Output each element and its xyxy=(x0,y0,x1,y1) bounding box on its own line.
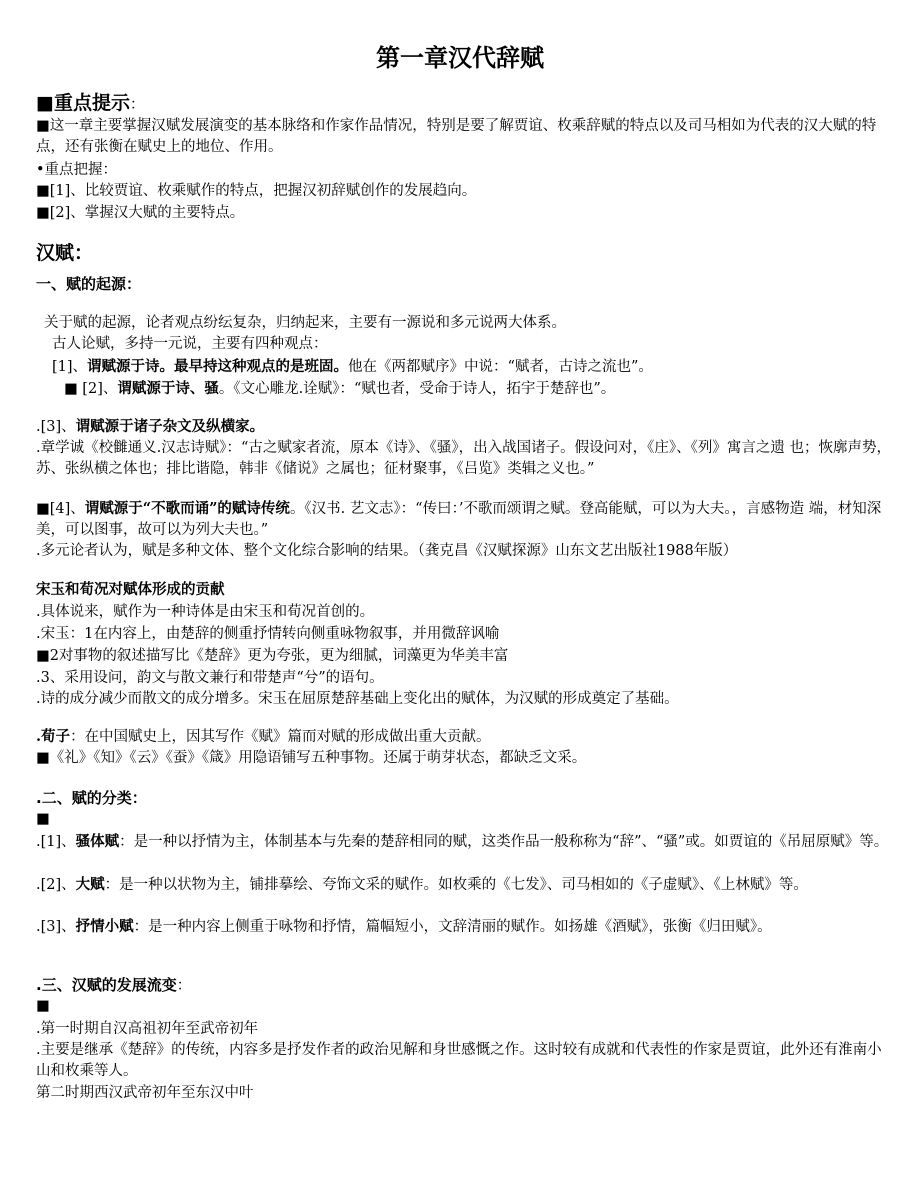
song-xun-line-3: ■2对事物的叙述描写比《楚辞》更为夸张，更为细腻，词藻更为华美丰富 xyxy=(36,648,509,664)
chapter-title: 第一章汉代辞赋 xyxy=(376,44,544,72)
xunzi-line-2: ■《礼》《知》《云》《蚕》《箴》用隐语铺写五种事物。还属于萌芽状态，都缺乏文采。 xyxy=(36,750,587,766)
development-heading: .三、汉赋的发展流变： xyxy=(36,976,192,994)
classification-item-1: .[1]、骚体赋：是一种以抒情为主，体制基本与先秦的楚辞相同的赋，这类作品一般称称为“辞”、“骚”或。如贾谊的《吊屈原赋》等。 xyxy=(36,833,889,850)
development-line-1: .第一时期自汉高祖初年至武帝初年 xyxy=(36,1021,259,1037)
xunzi-line-1: .荀子：在中国赋史上，因其写作《赋》篇而对赋的形成做出重大贡献。 xyxy=(36,728,491,745)
origin-point-1: [1]、谓赋源于诗。最早持这种观点的是班固。他在《两都赋序》中说：“赋者，古诗之流也”。 xyxy=(52,358,653,375)
classification-item-3: .[3]、抒情小赋：是一种内容上侧重于咏物和抒情，篇幅短小，文辞清丽的赋作。如扬雄《酒赋》，张衡《归田赋》。 xyxy=(36,918,772,935)
ancient-view: 古人论赋，多持一元说，主要有四种观点： xyxy=(52,336,328,352)
classification-square: ■ xyxy=(36,811,50,827)
classification-heading: .二、赋的分类： xyxy=(36,789,147,807)
song-xun-line-5: .诗的成分减少而散文的成分增多。宋玉在屈原楚辞基础上变化出的赋体，为汉赋的形成奠定了基础。 xyxy=(36,691,679,707)
song-xun-heading: 宋玉和荀况对赋体形成的贡献 xyxy=(36,582,225,598)
origin-point-2: ■ [2]、谓赋源于诗、骚。《文心雕龙.诠赋》：“赋也者，受命于诗人，拓宇于楚辞也”。 xyxy=(64,380,616,397)
han-fu-heading: 汉赋： xyxy=(36,242,94,264)
origin-point-3-text: .章学诚《校雠通义.汉志诗赋》：“古之赋家者流，原本《诗》、《骚》，出入战国诸子。假设问对，《庄》、《列》寓言之遗 也；恢廓声势，苏、张纵横之体也；排比谐隐，韩非《储说》之属也；征材聚事，《吕览》类辑之义也。” xyxy=(36,440,891,477)
origin-intro: 关于赋的起源，论者观点纷纭复杂，归纳起来，主要有一源说和多元说两大体系。 xyxy=(44,315,566,331)
key-point-item-1: ■[1]、比较贾谊、枚乘赋作的特点，把握汉初辞赋创作的发展趋向。 xyxy=(36,183,477,199)
development-line-3: 第二时期西汉武帝初年至东汉中叶 xyxy=(36,1085,254,1101)
origin-point-4: ■[4]、谓赋源于“不歌而诵”的赋诗传统。《汉书. 艺文志》：“传曰：’不歌而颂谓之赋。登高能赋，可以为大夫。，言感物造 端，材知深美，可以图事，故可以为列大夫也。” xyxy=(36,500,882,538)
key-points-intro: ■这一章主要掌握汉赋发展演变的基本脉络和作家作品情况，特别是要了解贾谊、枚乘辞赋的特点以及司马相如为代表的汉大赋的特点，还有张衡在赋史上的地位、作用。 xyxy=(36,118,877,155)
song-xun-line-4: .3、采用设问，韵文与散文兼行和带楚声“兮”的语句。 xyxy=(36,670,384,686)
key-points-grasp: •重点把握： xyxy=(36,162,118,178)
development-line-2: .主要是继承《楚辞》的传统，内容多是抒发作者的政治见解和身世感慨之作。这时较有成就和代表性的作家是贾谊，此外还有淮南小山和枚乘等人。 xyxy=(36,1042,882,1079)
origin-heading: 一、赋的起源： xyxy=(36,275,142,293)
key-point-item-2: ■[2]、掌握汉大赋的主要特点。 xyxy=(36,205,245,221)
origin-point-3: .[3]、谓赋源于诸子杂文及纵横家。 xyxy=(36,418,265,435)
classification-item-2: .[2]、大赋：是一种以状物为主，铺排摹绘、夸饰文采的赋作。如枚乘的《七发》、司马相如的《子虚赋》、《上林赋》等。 xyxy=(36,876,808,893)
multi-origin-view: .多元论者认为，赋是多种文体、整个文化综合影响的结果。（龚克昌《汉赋探源》山东文艺出版社1988年版） xyxy=(36,543,738,559)
song-xun-line-2: .宋玉：1在内容上，由楚辞的侧重抒情转向侧重咏物叙事，并用微辞讽喻 xyxy=(36,626,500,642)
development-square: ■ xyxy=(36,998,50,1014)
song-xun-line-1: .具体说来，赋作为一种诗体是由宋玉和荀况首创的。 xyxy=(36,604,375,620)
key-points-heading: ■重点提示： xyxy=(36,92,145,114)
